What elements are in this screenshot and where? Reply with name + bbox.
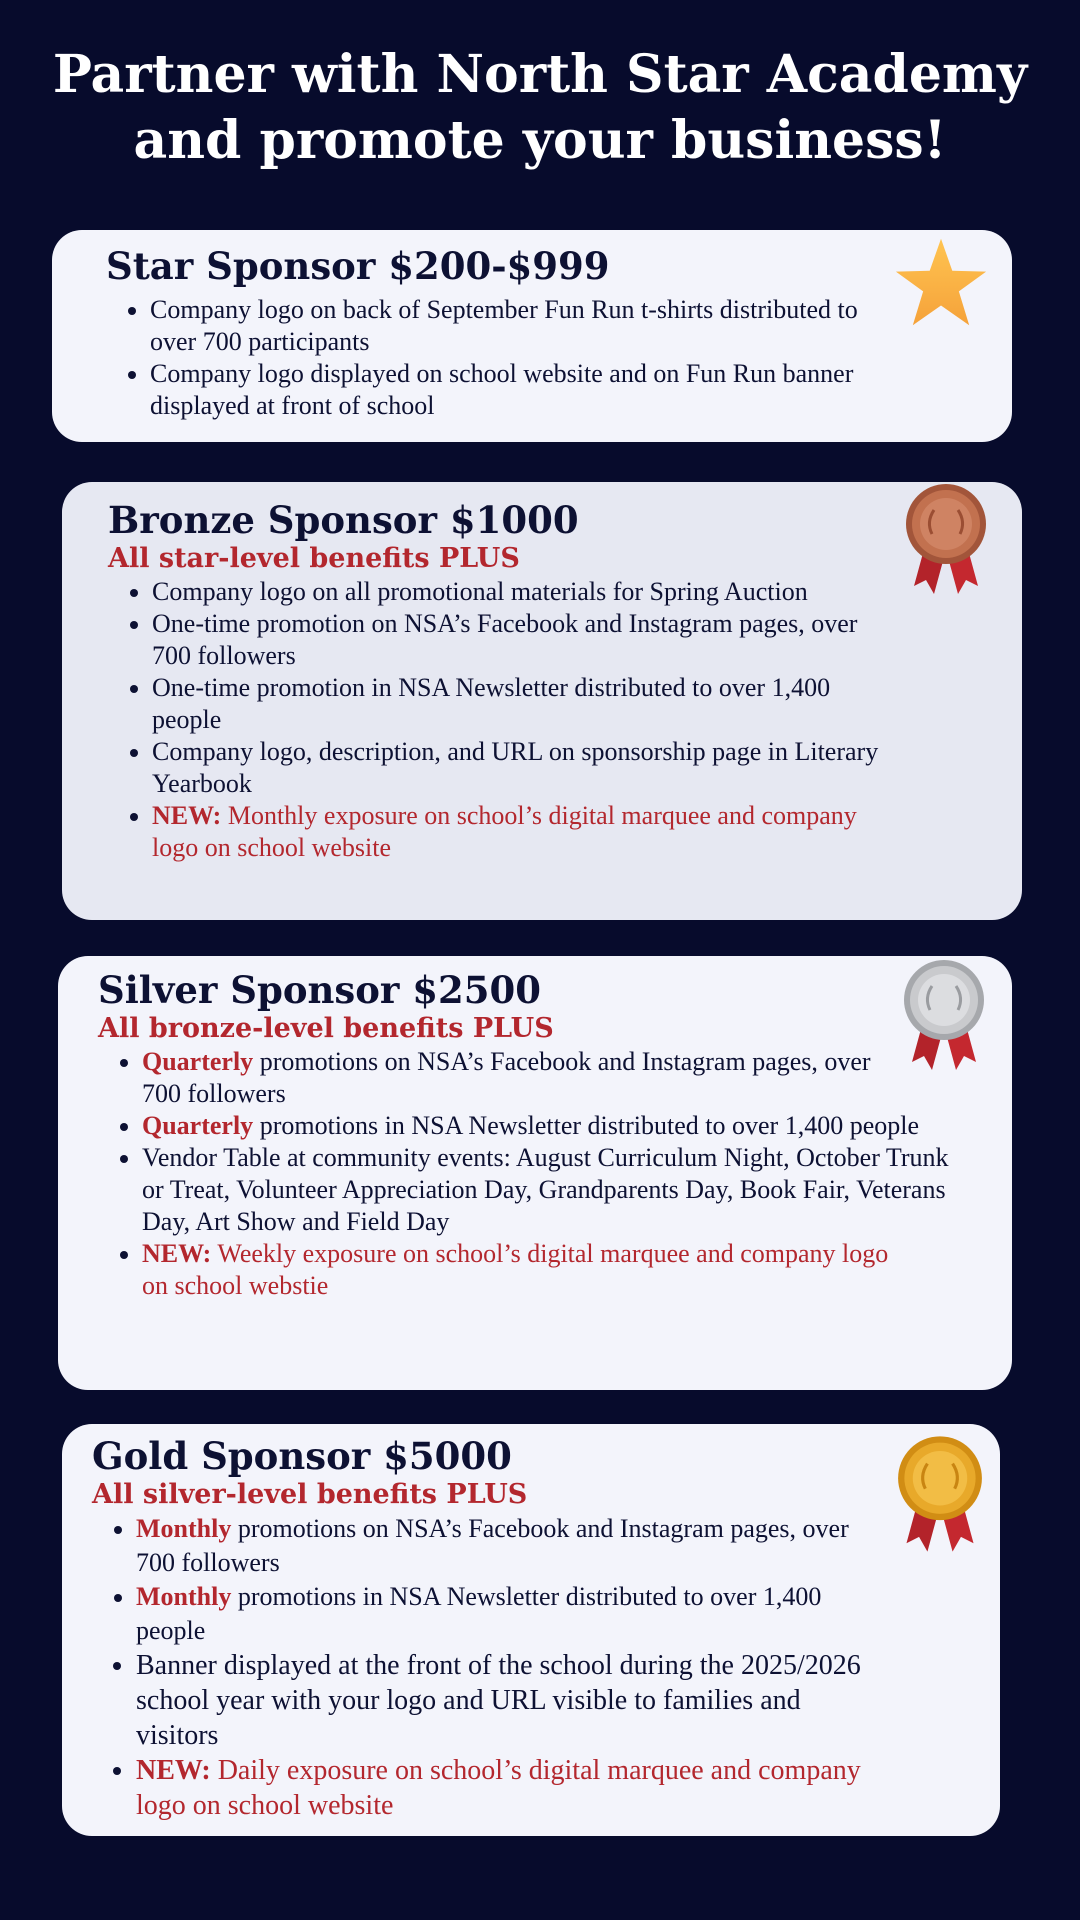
bronze-benefit-4: • Company logo, description, and URL on sponsorship page in Literary Yearbook <box>152 736 902 800</box>
star-benefit-2: • Company logo displayed on school website and on Fun Run banner displayed at front of school <box>150 358 872 422</box>
star-benefits-list <box>106 294 952 422</box>
gold-benefit-1-text: promotions on NSA’s Facebook and Instagram pages, over 700 followers <box>136 1514 849 1577</box>
new-label: NEW: <box>142 1239 212 1268</box>
new-label: NEW: <box>136 1755 211 1786</box>
silver-subtitle: All bronze-level benefits PLUS <box>98 1013 554 1044</box>
gold-benefit-3: • Banner displayed at the front of the school during the 2025/2026 school year with your logo and URL visible to families and visitors <box>136 1648 890 1753</box>
star-icon <box>894 236 988 328</box>
bronze-new-text: Monthly exposure on school’s digital marquee and company logo on school website <box>152 801 857 862</box>
page-title-line-1: Partner with North Star Academy <box>52 44 1028 105</box>
silver-benefits-list <box>98 1046 972 1302</box>
new-label: NEW: <box>152 801 222 830</box>
silver-new-text: Weekly exposure on school’s digital marquee and company logo on school webstie <box>142 1239 889 1300</box>
bronze-benefit-3: • One-time promotion in NSA Newsletter distributed to over 1,400 people <box>152 672 902 736</box>
bronze-sponsor-card <box>62 482 1022 920</box>
silver-benefit-1-text: promotions on NSA’s Facebook and Instagram pages, over 700 followers <box>142 1047 871 1108</box>
star-sponsor-title: Star Sponsor $200-$999 <box>106 244 610 288</box>
bronze-benefits-list <box>108 576 982 864</box>
gold-benefit-2-text: promotions in NSA Newsletter distributed to over 1,400 people <box>136 1582 822 1645</box>
silver-benefit-2-text: promotions in NSA Newsletter distributed to over 1,400 people <box>259 1111 919 1140</box>
gold-subtitle: All silver-level benefits PLUS <box>92 1479 528 1510</box>
silver-sponsor-title: Silver Sponsor $2500 <box>98 968 542 1012</box>
star-sponsor-card <box>52 230 1012 442</box>
silver-benefit-2-emphasis: Quarterly <box>142 1111 254 1140</box>
page-title-line-2: and promote your business! <box>133 110 947 171</box>
gold-benefit-2-emphasis: Monthly <box>136 1582 232 1611</box>
silver-sponsor-card <box>58 956 1012 1390</box>
bronze-subtitle: All star-level benefits PLUS <box>108 543 520 574</box>
gold-benefits-list <box>92 1512 970 1823</box>
bronze-benefit-new <box>152 800 902 864</box>
gold-sponsor-card <box>62 1424 1000 1836</box>
bronze-benefit-2: • One-time promotion on NSA’s Facebook and Instagram pages, over 700 followers <box>152 608 902 672</box>
silver-medal-icon <box>902 958 986 1074</box>
gold-sponsor-title: Gold Sponsor $5000 <box>92 1434 512 1478</box>
gold-new-text: Daily exposure on school’s digital marquee and company logo on school website <box>136 1755 861 1821</box>
bronze-medal-icon <box>904 482 988 598</box>
gold-benefit-1 <box>136 1512 890 1580</box>
gold-benefit-1-emphasis: Monthly <box>136 1514 232 1543</box>
page-title <box>0 42 1080 174</box>
gold-medal-icon <box>896 1434 984 1556</box>
star-benefit-1: • Company logo on back of September Fun Run t-shirts distributed to over 700 participants <box>150 294 872 358</box>
silver-benefit-new <box>142 1238 892 1302</box>
silver-benefit-3: • Vendor Table at community events: August Curriculum Night, October Trunk or Treat, Volunteer Appreciation Day, Grandparents Day, Book Fair, Veterans Day, Art Show and Field Day <box>142 1142 972 1238</box>
gold-benefit-2 <box>136 1580 890 1648</box>
bronze-benefit-1: • Company logo on all promotional materials for Spring Auction <box>152 576 902 608</box>
gold-benefit-new <box>136 1753 890 1823</box>
silver-benefit-2 <box>142 1110 972 1142</box>
bronze-sponsor-title: Bronze Sponsor $1000 <box>108 498 579 542</box>
silver-benefit-1 <box>142 1046 882 1110</box>
silver-benefit-1-emphasis: Quarterly <box>142 1047 254 1076</box>
